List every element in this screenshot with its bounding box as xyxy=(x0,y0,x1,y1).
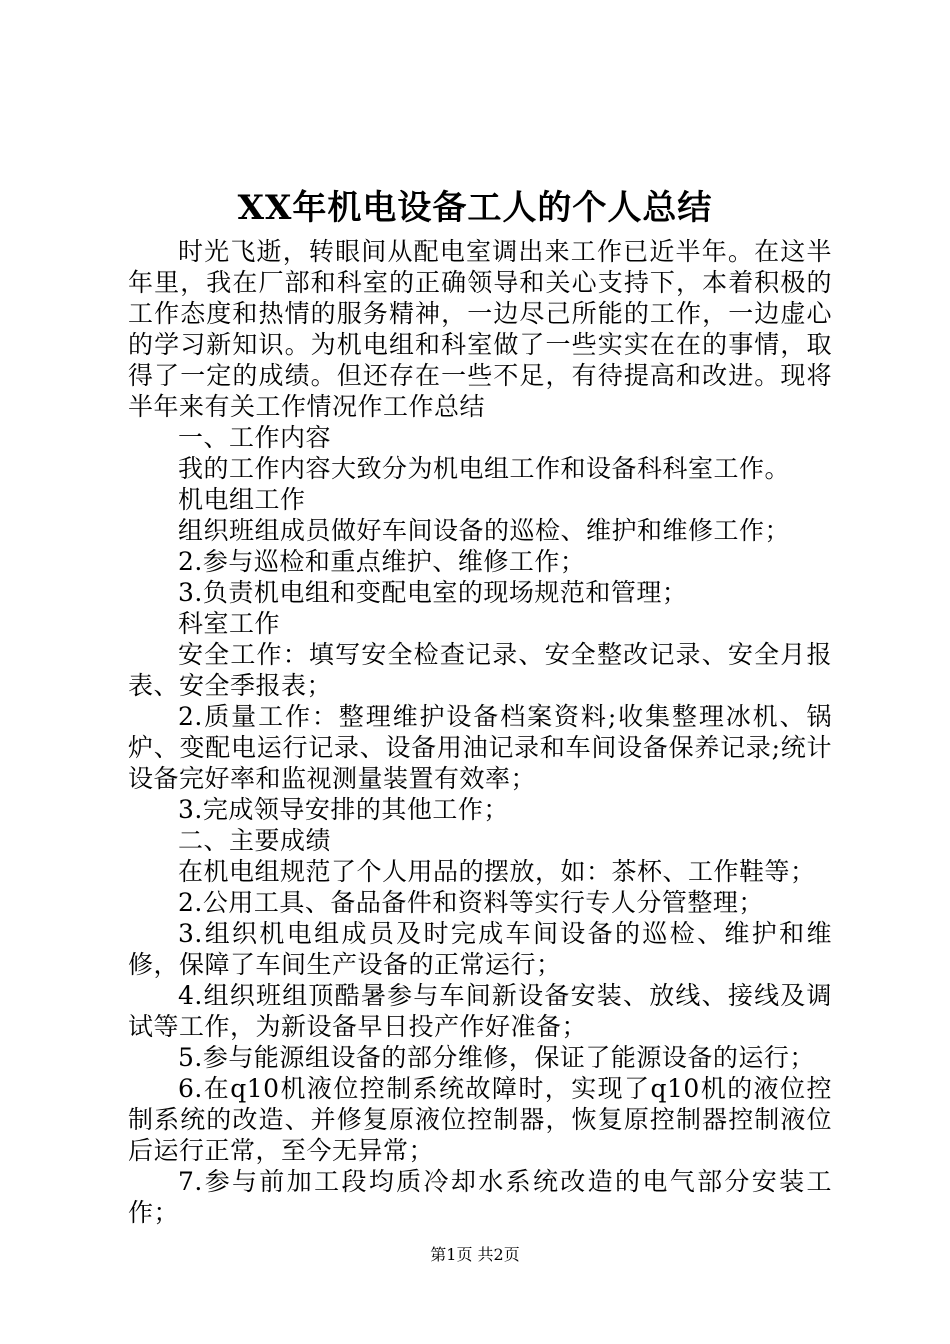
list-item: 7.参与前加工段均质冷却水系统改造的电气部分安装工作； xyxy=(128,1167,832,1227)
paragraph: 我的工作内容大致分为机电组工作和设备科科室工作。 xyxy=(178,454,791,483)
section-heading: 一、工作内容 xyxy=(178,423,332,452)
list-item: 3.完成领导安排的其他工作； xyxy=(178,795,509,824)
document-title: XX年机电设备工人的个人总结 xyxy=(237,188,713,228)
list-item: 安全工作：填写安全检查记录、安全整改记录、安全月报表、安全季报表； xyxy=(128,640,832,700)
subsection-heading: 机电组工作 xyxy=(178,485,306,514)
list-item: 3.组织机电组成员及时完成车间设备的巡检、维护和维修，保障了车间生产设备的正常运行； xyxy=(128,919,832,979)
paragraph: 时光飞逝，转眼间从配电室调出来工作已近半年。在这半年里，我在厂部和科室的正确领导和关心支持下，本着积极的工作态度和热情的服务精神，一边尽己所能的工作，一边虚心的学习新知识。为机电组和科室做了一些实实在在的事情，取得了一定的成绩。但还存在一些不足，有待提高和改进。现将半年来有关工作情况作工作总结 xyxy=(128,237,832,421)
list-item: 在机电组规范了个人用品的摆放，如：茶杯、工作鞋等； xyxy=(178,857,816,886)
list-item: 组织班组成员做好车间设备的巡检、维护和维修工作； xyxy=(178,516,791,545)
list-item: 6.在q10机液位控制系统故障时，实现了q10机的液位控制系统的改造、并修复原液位控制器，恢复原控制器控制液位后运行正常，至今无异常； xyxy=(128,1074,832,1165)
list-item: 2.参与巡检和重点维护、维修工作； xyxy=(178,547,586,576)
list-item: 2.公用工具、备品备件和资料等实行专人分管整理； xyxy=(178,888,764,917)
list-item: 2.质量工作：整理维护设备档案资料;收集整理冰机、锅炉、变配电运行记录、设备用油记录和车间设备保养记录;统计设备完好率和监视测量装置有效率； xyxy=(128,702,832,793)
list-item: 5.参与能源组设备的部分维修，保证了能源设备的运行； xyxy=(178,1043,815,1072)
list-item: 3.负责机电组和变配电室的现场规范和管理； xyxy=(178,578,688,607)
document-body xyxy=(128,236,832,1228)
page-number-footer: 第1页 共2页 xyxy=(430,1245,520,1264)
subsection-heading: 科室工作 xyxy=(178,609,281,638)
section-heading: 二、主要成绩 xyxy=(178,826,332,855)
list-item: 4.组织班组顶酷暑参与车间新设备安装、放线、接线及调试等工作，为新设备早日投产作好准备； xyxy=(128,981,832,1041)
